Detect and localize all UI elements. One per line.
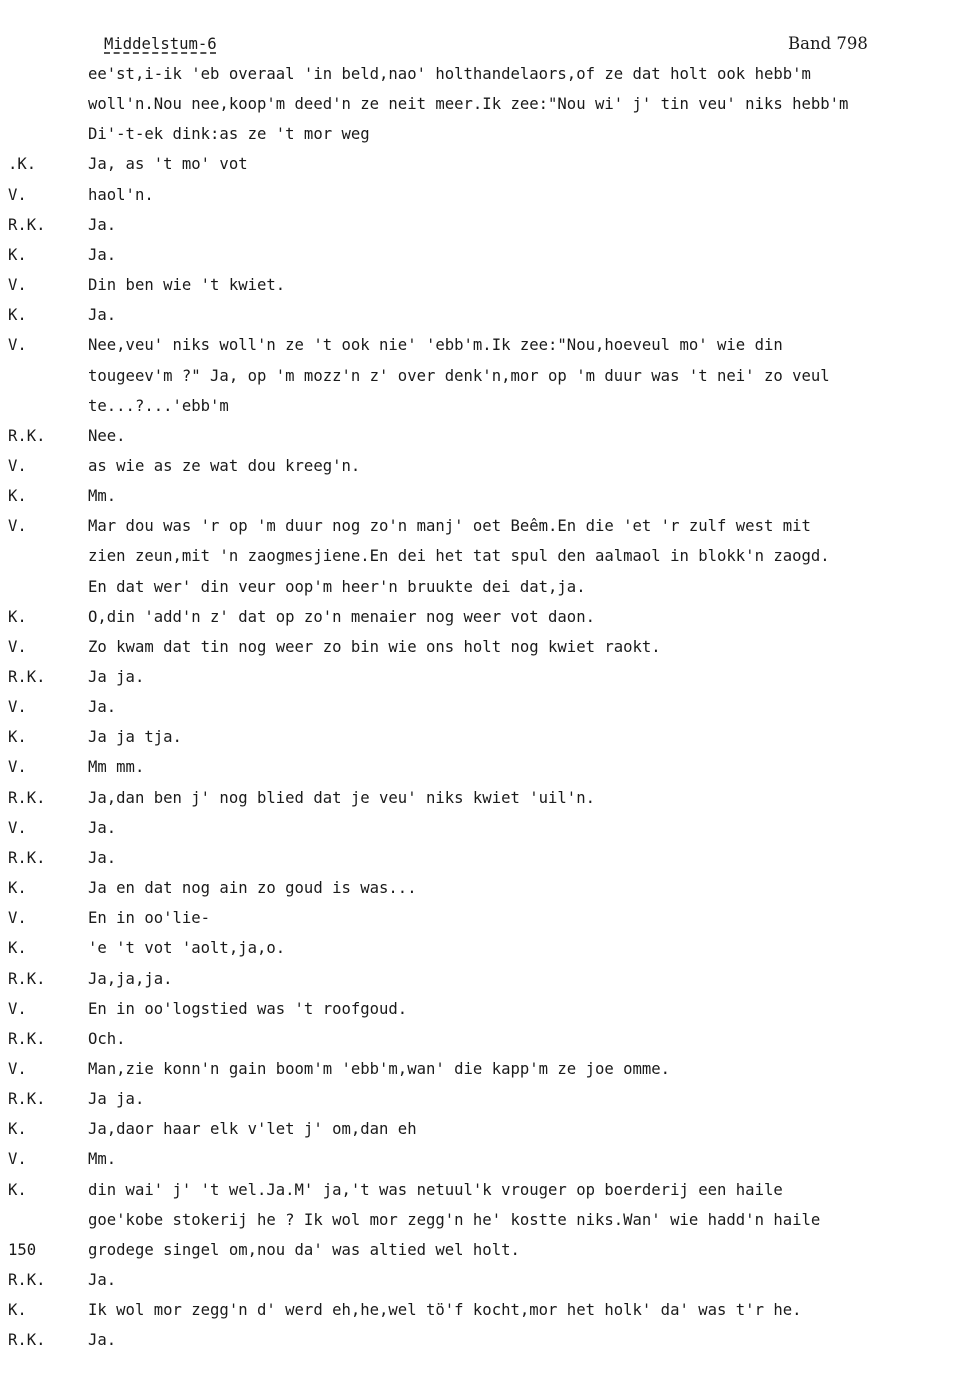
speaker-label: R.K.: [8, 789, 46, 807]
transcript-line: Och.: [88, 1030, 126, 1048]
speaker-label: V.: [8, 909, 27, 927]
transcript-line: En dat wer' din veur oop'm heer'n bruukte dei dat,ja.: [88, 578, 586, 596]
speaker-label: V.: [8, 638, 27, 656]
speaker-label: .K.: [8, 155, 37, 173]
transcript-line: Ja.: [88, 698, 117, 716]
speaker-label: V.: [8, 758, 27, 776]
speaker-label: K.: [8, 939, 27, 957]
transcript-line: Mm.: [88, 487, 117, 505]
transcript-line: Ja, as 't mo' vot: [88, 155, 248, 173]
transcript-line: Ja,dan ben j' nog blied dat je veu' niks kwiet 'uil'n.: [88, 789, 595, 807]
transcript-line: 'e 't vot 'aolt,ja,o.: [88, 939, 286, 957]
speaker-label: K.: [8, 306, 27, 324]
speaker-label: R.K.: [8, 849, 46, 867]
page-header-tape-number: Band 798: [788, 34, 868, 53]
transcript-line: Ja.: [88, 1271, 117, 1289]
transcript-line: Ja,ja,ja.: [88, 970, 173, 988]
transcript-line: Ja ja.: [88, 1090, 145, 1108]
speaker-label: K.: [8, 608, 27, 626]
speaker-label: R.K.: [8, 668, 46, 686]
transcript-line: Ja.: [88, 246, 117, 264]
speaker-label: V.: [8, 457, 27, 475]
speaker-label: R.K.: [8, 1090, 46, 1108]
transcript-line: goe'kobe stokerij he ? Ik wol mor zegg'n he' kostte niks.Wan' wie hadd'n haile: [88, 1211, 821, 1229]
speaker-label: K.: [8, 1181, 27, 1199]
transcript-line: grodege singel om,nou da' was altied wel holt.: [88, 1241, 520, 1259]
speaker-label: K.: [8, 728, 27, 746]
speaker-label: R.K.: [8, 970, 46, 988]
transcript-line: Din ben wie 't kwiet.: [88, 276, 286, 294]
speaker-label: K.: [8, 487, 27, 505]
transcript-line: as wie as ze wat dou kreeg'n.: [88, 457, 361, 475]
transcript-line: Ik wol mor zegg'n d' werd eh,he,wel tö'f kocht,mor het holk' da' was t'r he.: [88, 1301, 802, 1319]
speaker-label: V.: [8, 336, 27, 354]
transcript-line: Man,zie konn'n gain boom'm 'ebb'm,wan' die kapp'm ze joe omme.: [88, 1060, 671, 1078]
page-header-location: Middelstum-6: [104, 35, 217, 53]
speaker-label: V.: [8, 819, 27, 837]
transcript-line: te...?...'ebb'm: [88, 397, 229, 415]
speaker-label: V.: [8, 698, 27, 716]
speaker-label: R.K.: [8, 216, 46, 234]
speaker-label: V.: [8, 186, 27, 204]
transcript-line: En in oo'lie-: [88, 909, 211, 927]
transcript-line: En in oo'logstied was 't roofgoud.: [88, 1000, 408, 1018]
speaker-label: R.K.: [8, 1271, 46, 1289]
speaker-label: K.: [8, 879, 27, 897]
transcript-line: Nee,veu' niks woll'n ze 't ook nie' 'ebb'm.Ik zee:"Nou,hoeveul mo' wie din: [88, 336, 783, 354]
speaker-label: K.: [8, 246, 27, 264]
speaker-label: R.K.: [8, 1030, 46, 1048]
transcript-line: O,din 'add'n z' dat op zo'n menaier nog weer vot daon.: [88, 608, 595, 626]
speaker-label: V.: [8, 1150, 27, 1168]
transcript-line: din wai' j' 't wel.Ja.M' ja,'t was netuul'k vrouger op boerderij een haile: [88, 1181, 783, 1199]
transcript-line: Mm.: [88, 1150, 117, 1168]
transcript-line: Di'-t-ek dink:as ze 't mor weg: [88, 125, 370, 143]
transcript-line: zien zeun,mit 'n zaogmesjiene.En dei het tat spul den aalmaol in blokk'n zaogd.: [88, 547, 830, 565]
transcript-line: Mar dou was 'r op 'm duur nog zo'n manj' oet Beêm.En die 'et 'r zulf west mit: [88, 517, 811, 535]
speaker-label: R.K.: [8, 427, 46, 445]
transcript-line: Ja.: [88, 1331, 117, 1349]
speaker-label: 150: [8, 1241, 37, 1259]
speaker-label: R.K.: [8, 1331, 46, 1349]
transcript-line: Ja.: [88, 849, 117, 867]
speaker-label: V.: [8, 276, 27, 294]
speaker-label: K.: [8, 1301, 27, 1319]
transcript-line: Ja ja tja.: [88, 728, 182, 746]
transcript-line: Nee.: [88, 427, 126, 445]
transcript-line: Ja,daor haar elk v'let j' om,dan eh: [88, 1120, 417, 1138]
transcript-line: Ja ja.: [88, 668, 145, 686]
speaker-label: V.: [8, 1000, 27, 1018]
transcript-line: Ja.: [88, 216, 117, 234]
transcript-line: Zo kwam dat tin nog weer zo bin wie ons holt nog kwiet raokt.: [88, 638, 661, 656]
transcript-line: Mm mm.: [88, 758, 145, 776]
transcript-line: ee'st,i-ik 'eb overaal 'in beld,nao' holthandelaors,of ze dat holt ook hebb'm: [88, 65, 811, 83]
transcript-line: Ja.: [88, 819, 117, 837]
transcript-line: woll'n.Nou nee,koop'm deed'n ze neit meer.Ik zee:"Nou wi' j' tin veu' niks hebb'm: [88, 95, 849, 113]
transcript-line: Ja en dat nog ain zo goud is was...: [88, 879, 417, 897]
speaker-label: V.: [8, 517, 27, 535]
speaker-label: V.: [8, 1060, 27, 1078]
transcript-line: tougeev'm ?" Ja, op 'm mozz'n z' over denk'n,mor op 'm duur was 't nei' zo veul: [88, 367, 830, 385]
speaker-label: K.: [8, 1120, 27, 1138]
transcript-line: Ja.: [88, 306, 117, 324]
transcript-line: haol'n.: [88, 186, 154, 204]
